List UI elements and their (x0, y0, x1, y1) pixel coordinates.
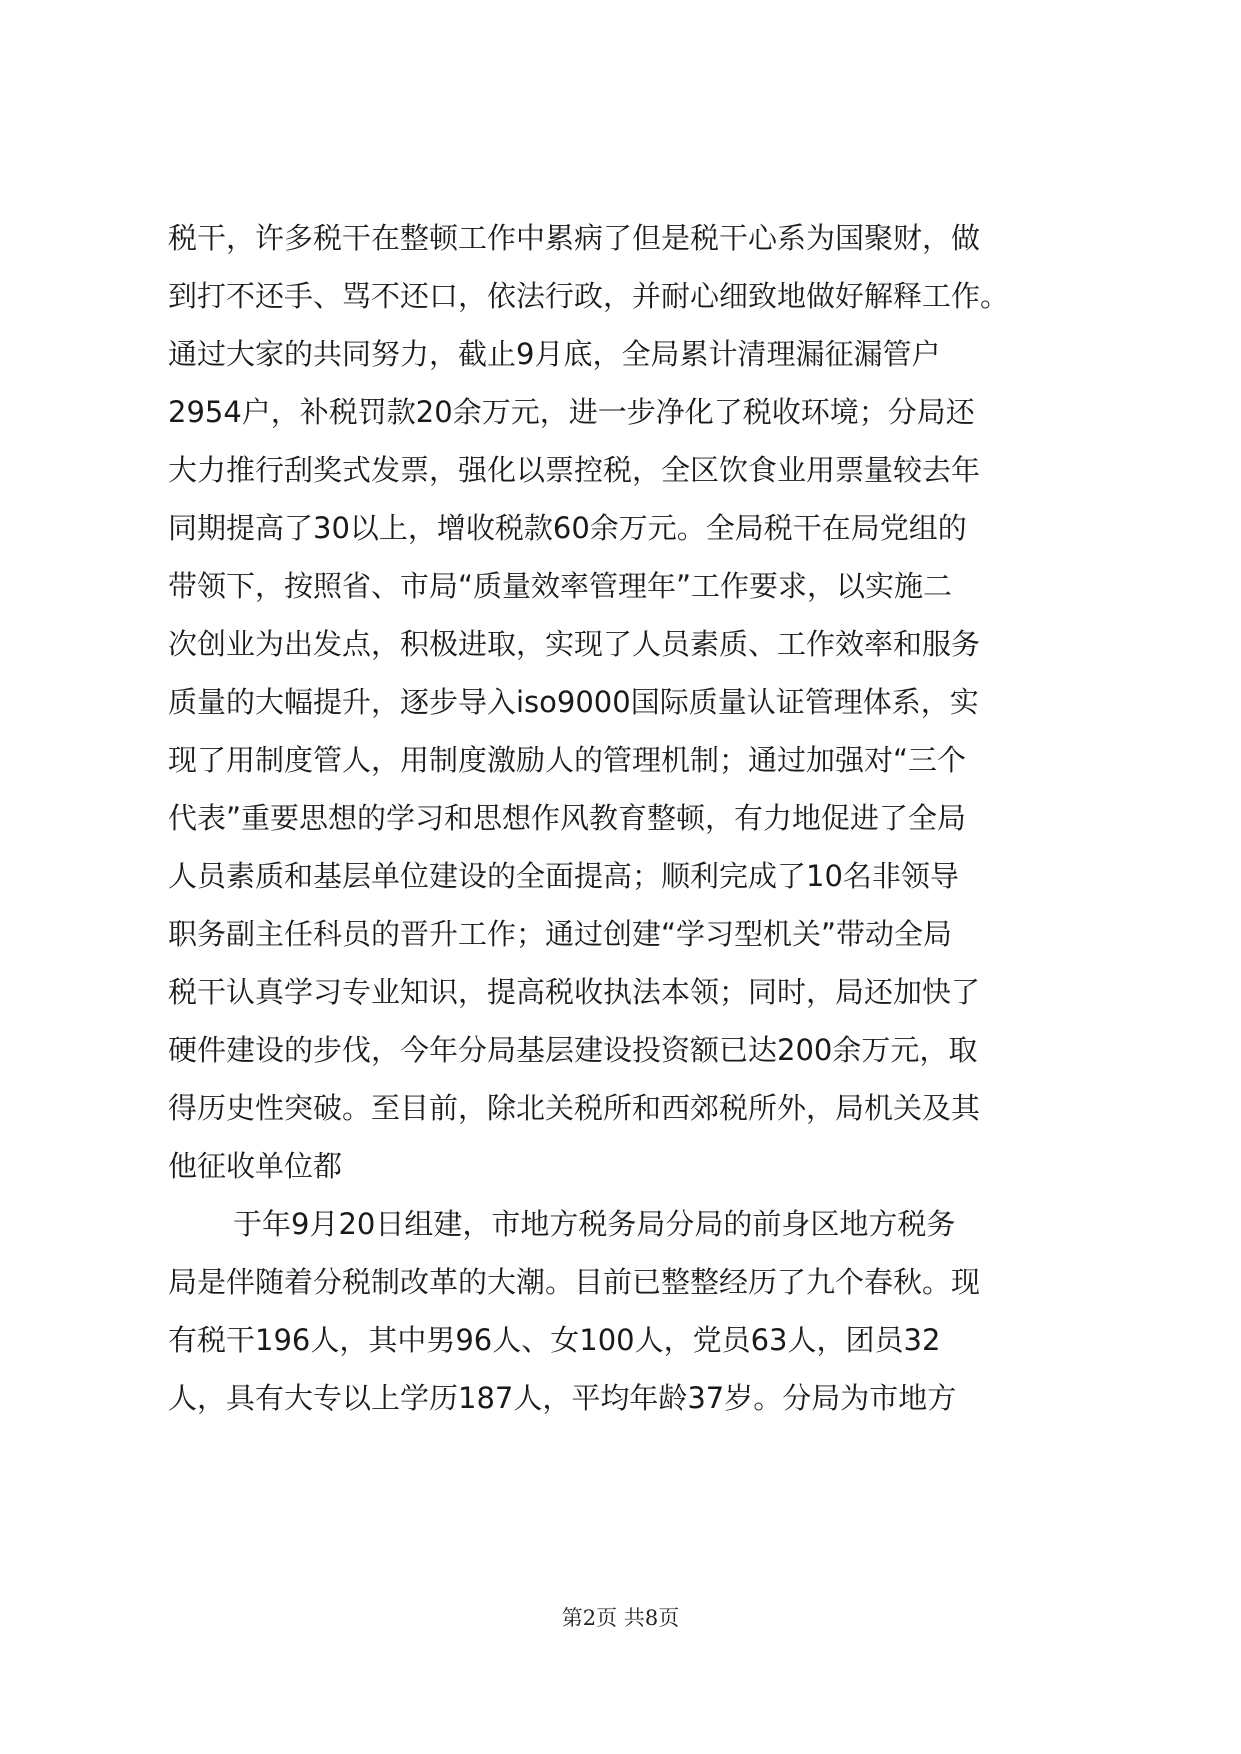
body-text-line: 代表”重要思想的学习和思想作风教育整顿，有力地促进了全局 (168, 801, 967, 835)
body-text-line: 有税干196人，其中男96人、女100人，党员63人，团员32 (168, 1323, 941, 1357)
body-text-line: 带领下，按照省、市局“质量效率管理年”工作要求，以实施二 (168, 569, 953, 603)
body-text-line: 2954户，补税罚款20余万元，进一步净化了税收环境；分局还 (168, 395, 975, 429)
body-text-line: 到打不还手、骂不还口，依法行政，并耐心细致地做好解释工作。 (168, 279, 1010, 313)
body-text-line: 次创业为出发点，积极进取，实现了人员素质、工作效率和服务 (168, 627, 981, 661)
body-text-line: 人，具有大专以上学历187人，平均年龄37岁。分局为市地方 (168, 1381, 957, 1415)
body-text-line: 现了用制度管人，用制度激励人的管理机制；通过加强对“三个 (168, 743, 967, 777)
paragraph-first-line: 于年9月20日组建，市地方税务局分局的前身区地方税务 (233, 1207, 956, 1241)
body-text-line: 职务副主任科员的晋升工作；通过创建“学习型机关”带动全局 (168, 917, 953, 951)
body-text-line: 质量的大幅提升，逐步导入iso9000国际质量认证管理体系，实 (168, 685, 979, 719)
body-text-line: 人员素质和基层单位建设的全面提高；顺利完成了10名非领导 (168, 859, 959, 893)
body-text-line: 局是伴随着分税制改革的大潮。目前已整整经历了九个春秋。现 (168, 1265, 981, 1299)
body-text-line: 大力推行刮奖式发票，强化以票控税，全区饮食业用票量较去年 (168, 453, 981, 487)
body-text-line: 税干认真学习专业知识，提高税收执法本领；同时，局还加快了 (168, 975, 981, 1009)
body-text-line: 硬件建设的步伐，今年分局基层建设投资额已达200余万元，取 (168, 1033, 978, 1067)
body-text-line: 税干，许多税干在整顿工作中累病了但是税干心系为国聚财，做 (168, 221, 981, 255)
page-number-footer: 第2页 共8页 (561, 1606, 680, 1630)
body-text-line: 他征收单位都 (168, 1149, 343, 1183)
body-text-line: 通过大家的共同努力，截止9月底，全局累计清理漏征漏管户 (168, 337, 941, 371)
body-text-line: 得历史性突破。至目前，除北关税所和西郊税所外，局机关及其 (168, 1091, 981, 1125)
body-text-line: 同期提高了30以上，增收税款60余万元。全局税干在局党组的 (168, 511, 967, 545)
